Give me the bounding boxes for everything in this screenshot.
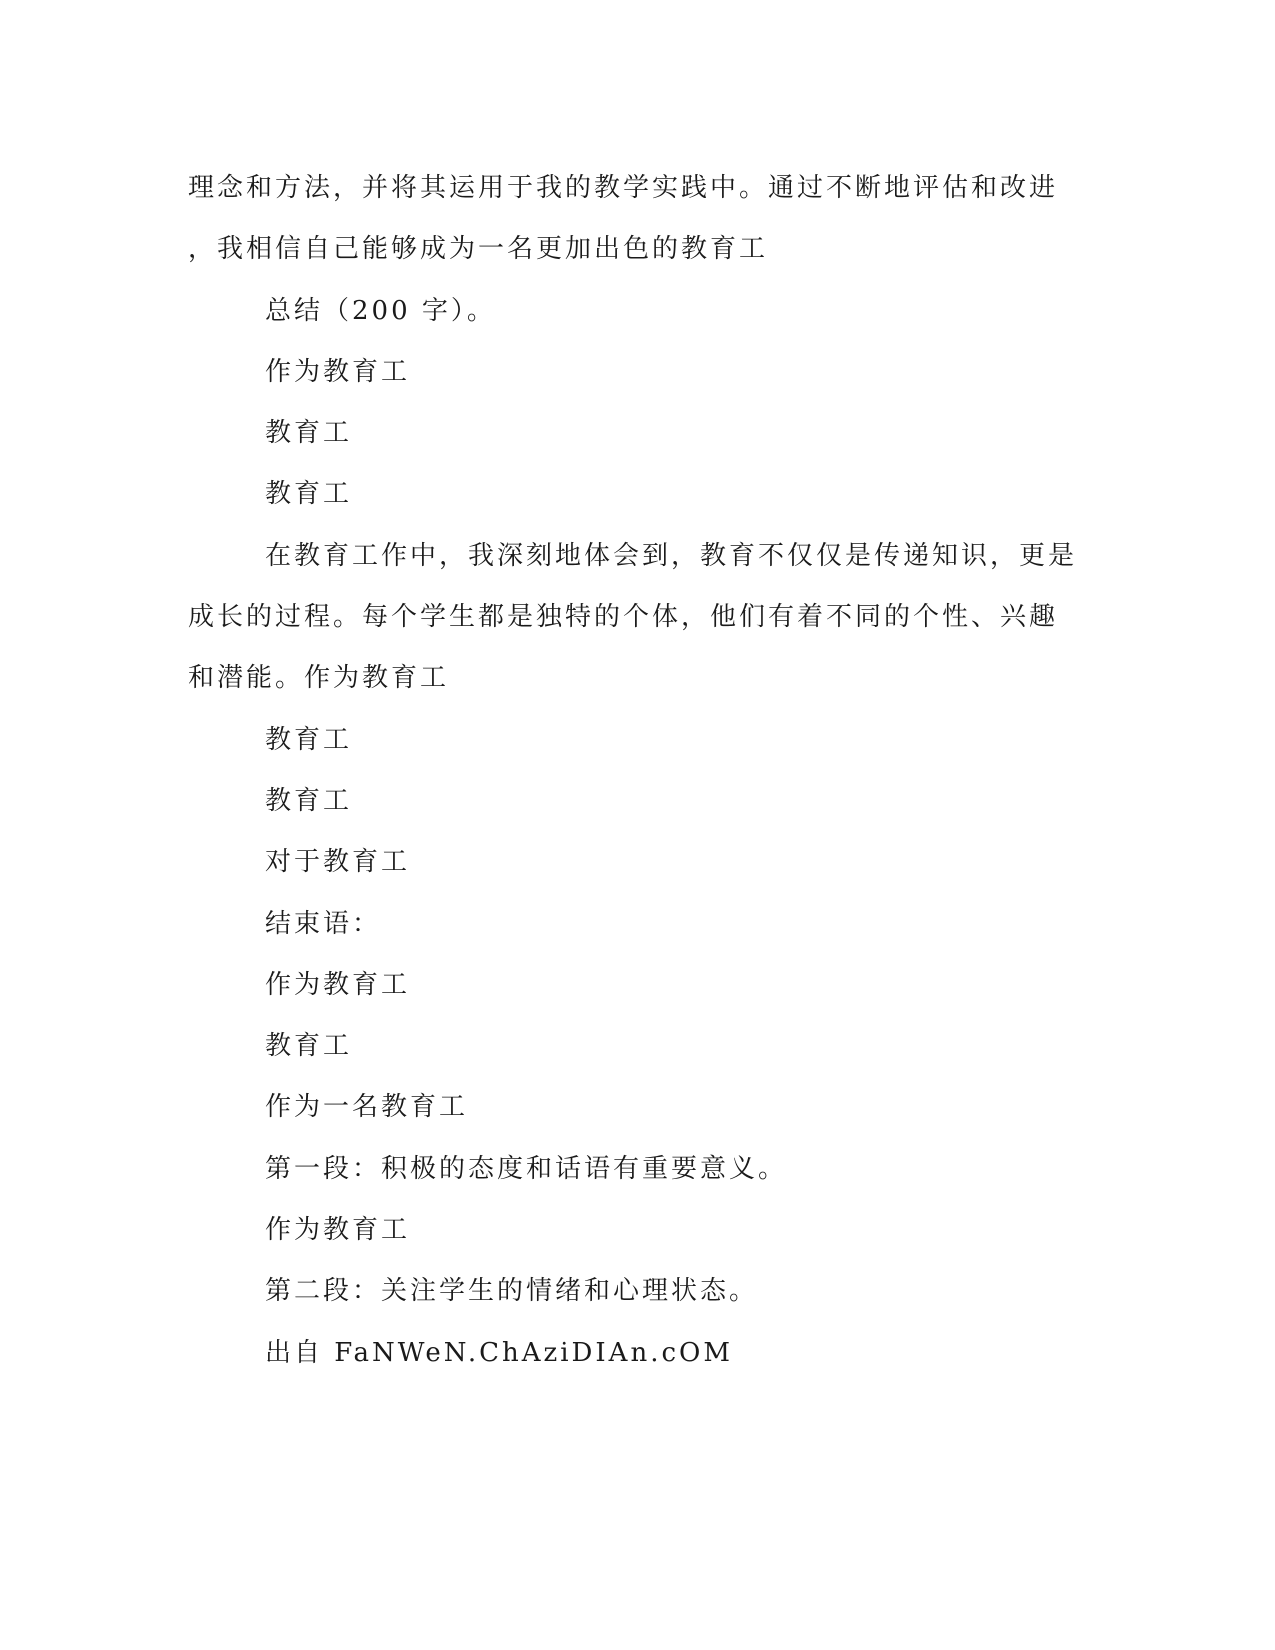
text-line: 作为教育工 [265,356,411,387]
text-line: 教育工 [265,479,353,510]
text-line: 成长的过程。每个学生都是独特的个体，他们有着不同的个性、兴趣 [188,602,1059,633]
conclusion-heading: 结束语： [265,908,382,939]
text-line: 理念和方法，并将其运用于我的教学实践中。通过不断地评估和改进 [188,173,1059,203]
document-body [188,158,1088,1384]
text-line: ，我相信自己能够成为一名更加出色的教育工 [188,234,769,265]
text-line: 对于教育工 [265,847,411,878]
summary-heading: 总结（200 字）。 [265,295,496,326]
paragraph-start: 在教育工作中，我深刻地体会到，教育不仅仅是传递知识，更是 [265,540,1078,571]
text-line: 教育工 [265,418,353,449]
section-heading-1: 第一段：积极的态度和话语有重要意义。 [265,1153,788,1184]
text-line: 作为一名教育工 [265,1092,469,1123]
text-line: 作为教育工 [265,1215,411,1246]
text-line: 教育工 [265,724,353,755]
section-heading-2: 第二段：关注学生的情绪和心理状态。 [265,1276,759,1307]
text-line: 和潜能。作为教育工 [188,663,450,694]
text-line: 教育工 [265,785,353,816]
text-line: 教育工 [265,1031,353,1062]
text-line: 作为教育工 [265,969,411,1000]
source-line: 出自 FaNWeN.ChAziDIAn.cOM [265,1337,733,1368]
